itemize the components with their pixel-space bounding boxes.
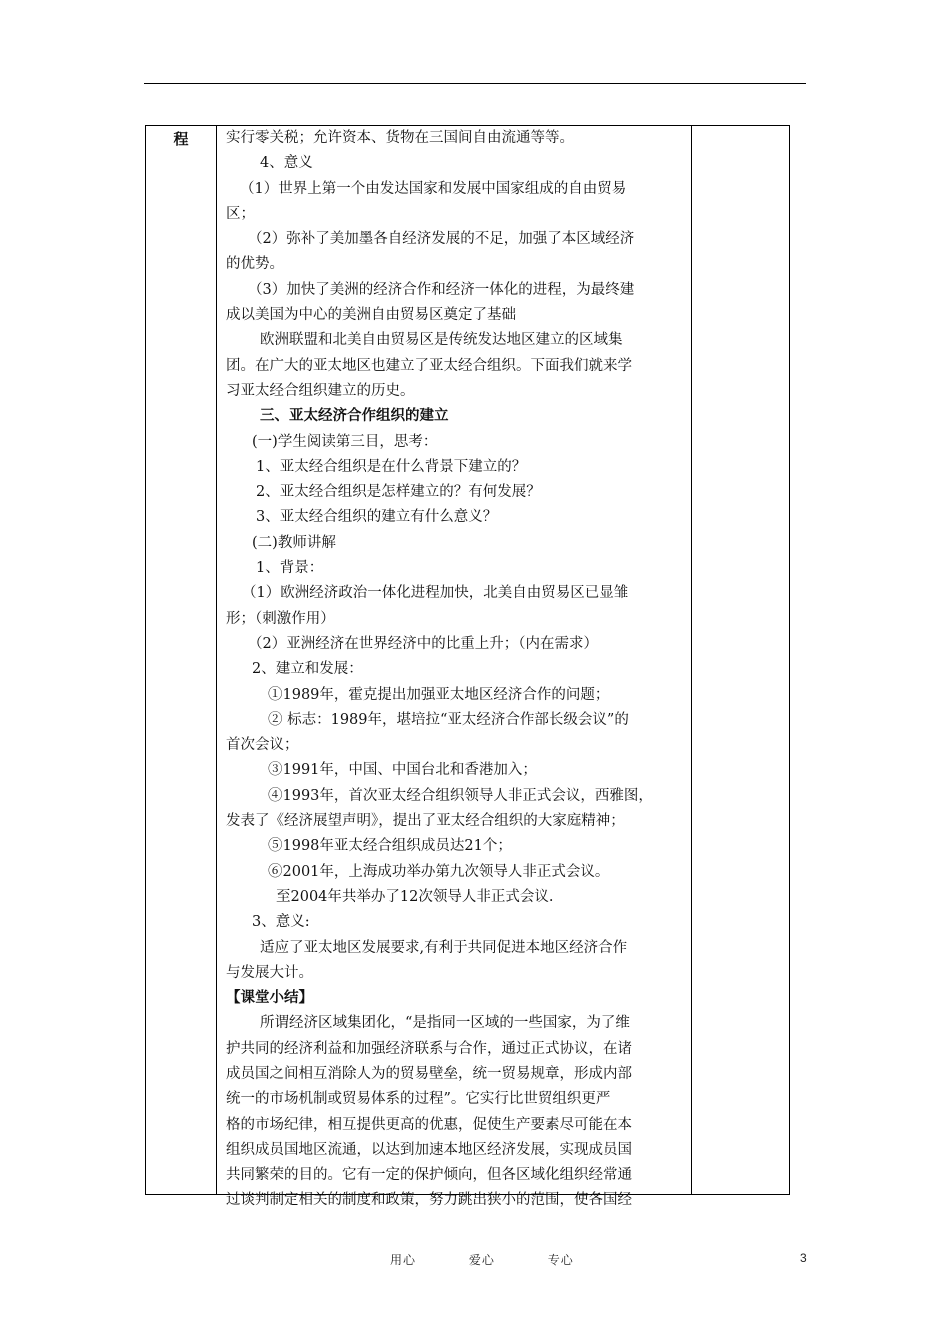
content-line: （1）世界上第一个由发达国家和发展中国家组成的自由贸易 bbox=[240, 180, 627, 197]
footer-motto-2: 爱心 bbox=[468, 1253, 495, 1267]
content-line: （3）加快了美洲的经济合作和经济一体化的进程，为最终建 bbox=[248, 281, 635, 298]
content-line: 2、建立和发展： bbox=[252, 661, 363, 678]
page-number: 3 bbox=[800, 1251, 807, 1265]
content-line: 3、亚太经合组织的建立有什么意义？ bbox=[256, 509, 498, 526]
content-line: 1、亚太经合组织是在什么背景下建立的？ bbox=[256, 458, 527, 475]
header-rule bbox=[144, 83, 806, 84]
content-line: ⑤1998年亚太经合组织成员达21个； bbox=[268, 838, 512, 855]
stage-label: 程 bbox=[173, 130, 189, 148]
content-line: 统一的市场机制或贸易体系的过程”。它实行比世贸组织更严 bbox=[226, 1091, 611, 1108]
section-heading: 【课堂小结】 bbox=[226, 990, 313, 1007]
content-line: ② 标志：1989年，堪培拉“亚太经济合作部长级会议”的 bbox=[268, 711, 629, 728]
content-line: 形；（刺激作用） bbox=[226, 610, 335, 627]
content-line: 所谓经济区域集团化，“是指同一区域的一些国家，为了维 bbox=[260, 1015, 630, 1032]
content-line: 4、意义 bbox=[260, 155, 313, 172]
content-line: 区； bbox=[226, 205, 255, 222]
content-line: 护共同的经济利益和加强经济联系与合作，通过正式协议，在诸 bbox=[226, 1040, 632, 1057]
content-line: 组织成员国地区流通，以达到加速本地区经济发展，实现成员国 bbox=[226, 1141, 632, 1158]
content-line: 与发展大计。 bbox=[226, 964, 313, 981]
content-line: ④1993年，首次亚太经合组织领导人非正式会议，西雅图， bbox=[268, 787, 653, 804]
footer-motto-1: 用心 bbox=[390, 1253, 417, 1267]
content-line: 2、亚太经合组织是怎样建立的？有何发展？ bbox=[256, 484, 541, 501]
content-line: 欧洲联盟和北美自由贸易区是传统发达地区建立的区域集 bbox=[260, 332, 623, 349]
content-line: 3、意义: bbox=[252, 914, 310, 931]
content-line: 成以美国为中心的美洲自由贸易区奠定了基础 bbox=[226, 307, 516, 324]
section-heading: 三、亚太经济合作组织的建立 bbox=[260, 408, 449, 425]
content-line: 的优势。 bbox=[226, 256, 284, 273]
column-divider bbox=[691, 126, 692, 1194]
content-line: 实行零关税；允许资本、货物在三国间自由流通等等。 bbox=[226, 130, 574, 146]
content-line: 过谈判制定相关的制度和政策，努力跳出狭小的范围，使各国经 bbox=[226, 1192, 632, 1209]
content-line: 发表了《经济展望声明》，提出了亚太经合组织的大家庭精神； bbox=[226, 813, 625, 830]
content-line: 1、背景： bbox=[256, 560, 324, 577]
content-line: （2）亚洲经济在世界经济中的比重上升；（内在需求） bbox=[248, 635, 598, 652]
content-line: （2）弥补了美加墨各自经济发展的不足，加强了本区域经济 bbox=[248, 231, 635, 248]
content-line: 习亚太经合组织建立的历史。 bbox=[226, 382, 415, 399]
content-line: ①1989年，霍克提出加强亚太地区经济合作的问题； bbox=[268, 686, 610, 703]
content-line: 首次会议； bbox=[226, 737, 299, 754]
content-line: 共同繁荣的目的。它有一定的保护倾向，但各区域化组织经常通 bbox=[226, 1167, 632, 1184]
content-line: 成员国之间相互消除人为的贸易壁垒，统一贸易规章，形成内部 bbox=[226, 1065, 632, 1082]
content-line: ③1991年，中国、中国台北和香港加入； bbox=[268, 762, 537, 779]
lesson-content bbox=[226, 126, 690, 1214]
lesson-table bbox=[145, 125, 790, 1209]
footer-motto bbox=[390, 1251, 602, 1268]
content-line: 至2004年共举办了12次领导人非正式会议. bbox=[276, 888, 554, 905]
content-line: 团。在广大的亚太地区也建立了亚太经合组织。下面我们就来学 bbox=[226, 357, 632, 374]
content-line: 适应了亚太地区发展要求,有利于共同促进本地区经济合作 bbox=[260, 939, 628, 956]
content-line: （1）欧洲经济政治一体化进程加快，北美自由贸易区已显雏 bbox=[242, 585, 629, 602]
content-line: (二)教师讲解 bbox=[252, 534, 336, 551]
content-line: 格的市场纪律，相互提供更高的优惠，促使生产要素尽可能在本 bbox=[226, 1116, 632, 1133]
column-divider bbox=[216, 126, 217, 1194]
footer-motto-3: 专心 bbox=[547, 1253, 574, 1267]
content-line: ⑥2001年，上海成功举办第九次领导人非正式会议。 bbox=[268, 863, 610, 880]
content-line: (一)学生阅读第三目，思考： bbox=[252, 433, 438, 450]
